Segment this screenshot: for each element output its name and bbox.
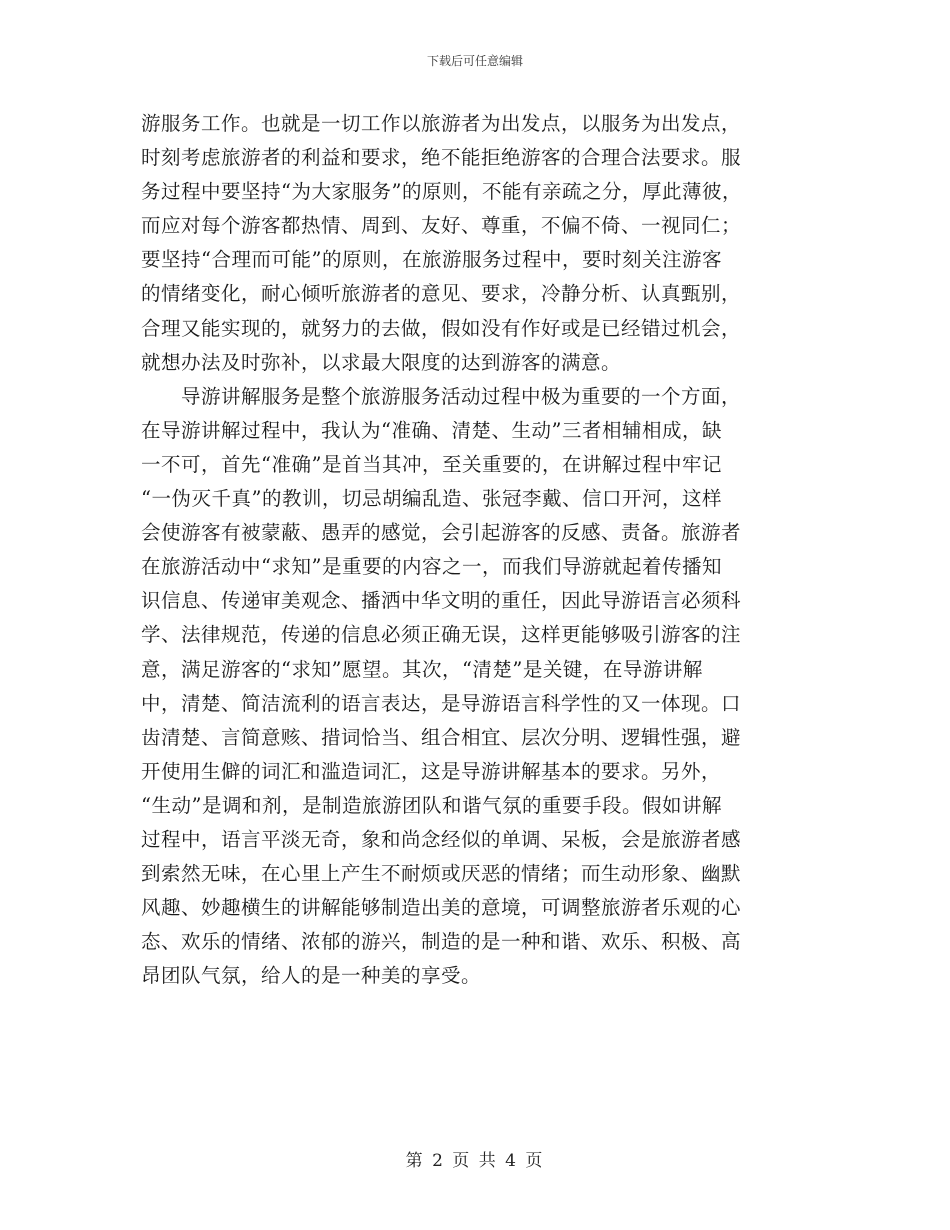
text-line: 合理又能实现的，就努力的去做，假如没有作好或是已经错过机会， <box>141 316 742 340</box>
text-line: 要坚持“合理而可能”的原则，在旅游服务过程中，要时刻关注游客 <box>141 248 722 272</box>
text-line: 的情绪变化，耐心倾听旅游者的意见、要求，冷静分析、认真甄别， <box>141 282 742 306</box>
page-number-footer: 第 2 页 共 4 页 <box>405 1151 545 1171</box>
text-line: 会使游客有被蒙蔽、愚弄的感觉，会引起游客的反感、责备。旅游者 <box>141 521 742 545</box>
text-line: 中，清楚、简洁流利的语言表达，是导游语言科学性的又一体现。口 <box>141 691 742 715</box>
paragraph-1 <box>141 107 809 380</box>
text-line: 一不可，首先“准确”是首当其冲，至关重要的，在讲解过程中牢记 <box>141 452 722 476</box>
text-line: 在导游讲解过程中，我认为“准确、清楚、生动”三者相辅相成，缺 <box>141 418 722 442</box>
text-line: 学、法律规范，传递的信息必须正确无误，这样更能够吸引游客的注 <box>141 623 742 647</box>
text-line: 开使用生僻的词汇和滥造词汇，这是导游讲解基本的要求。另外， <box>141 759 722 783</box>
text-line: 而应对每个游客都热情、周到、友好、尊重，不偏不倚、一视同仁； <box>141 214 742 238</box>
text-line: 风趣、妙趣横生的讲解能够制造出美的意境，可调整旅游者乐观的心 <box>141 896 742 920</box>
text-line: 在旅游活动中“求知”是重要的内容之一，而我们导游就起着传播知 <box>141 555 722 579</box>
text-line: 时刻考虑旅游者的利益和要求，绝不能拒绝游客的合理合法要求。服 <box>141 146 742 170</box>
text-line: 过程中，语言平淡无奇，象和尚念经似的单调、呆板，会是旅游者感 <box>141 827 742 851</box>
text-line: 到索然无味，在心里上产生不耐烦或厌恶的情绪；而生动形象、幽默 <box>141 862 742 886</box>
text-line: 识信息、传递审美观念、播洒中华文明的重任，因此导游语言必须科 <box>141 589 742 613</box>
text-line: 务过程中要坚持“为大家服务”的原则，不能有亲疏之分，厚此薄彼， <box>141 180 742 204</box>
document-body <box>141 107 809 993</box>
text-line: 态、欢乐的情绪、浓郁的游兴，制造的是一种和谐、欢乐、积极、高 <box>141 930 742 954</box>
text-line: 昂团队气氛，给人的是一种美的享受。 <box>141 964 482 988</box>
text-line: 导游讲解服务是整个旅游服务活动过程中极为重要的一个方面， <box>181 384 742 408</box>
text-line: “生动”是调和剂，是制造旅游团队和谐气氛的重要手段。假如讲解 <box>141 793 722 817</box>
text-line: 意，满足游客的“求知”愿望。其次，“清楚”是关键，在导游讲解 <box>141 657 703 681</box>
text-line: 游服务工作。也就是一切工作以旅游者为出发点，以服务为出发点， <box>141 112 742 135</box>
text-line: 齿清楚、言简意赅、措词恰当、组合相宜、层次分明、逻辑性强，避 <box>141 725 742 749</box>
text-line: 就想办法及时弥补，以求最大限度的达到游客的满意。 <box>141 350 622 374</box>
page-header-note: 下载后可任意编辑 <box>426 54 523 68</box>
paragraph-2 <box>141 380 809 994</box>
text-line: “一伪灭千真”的教训，切忌胡编乱造、张冠李戴、信口开河，这样 <box>141 487 722 511</box>
